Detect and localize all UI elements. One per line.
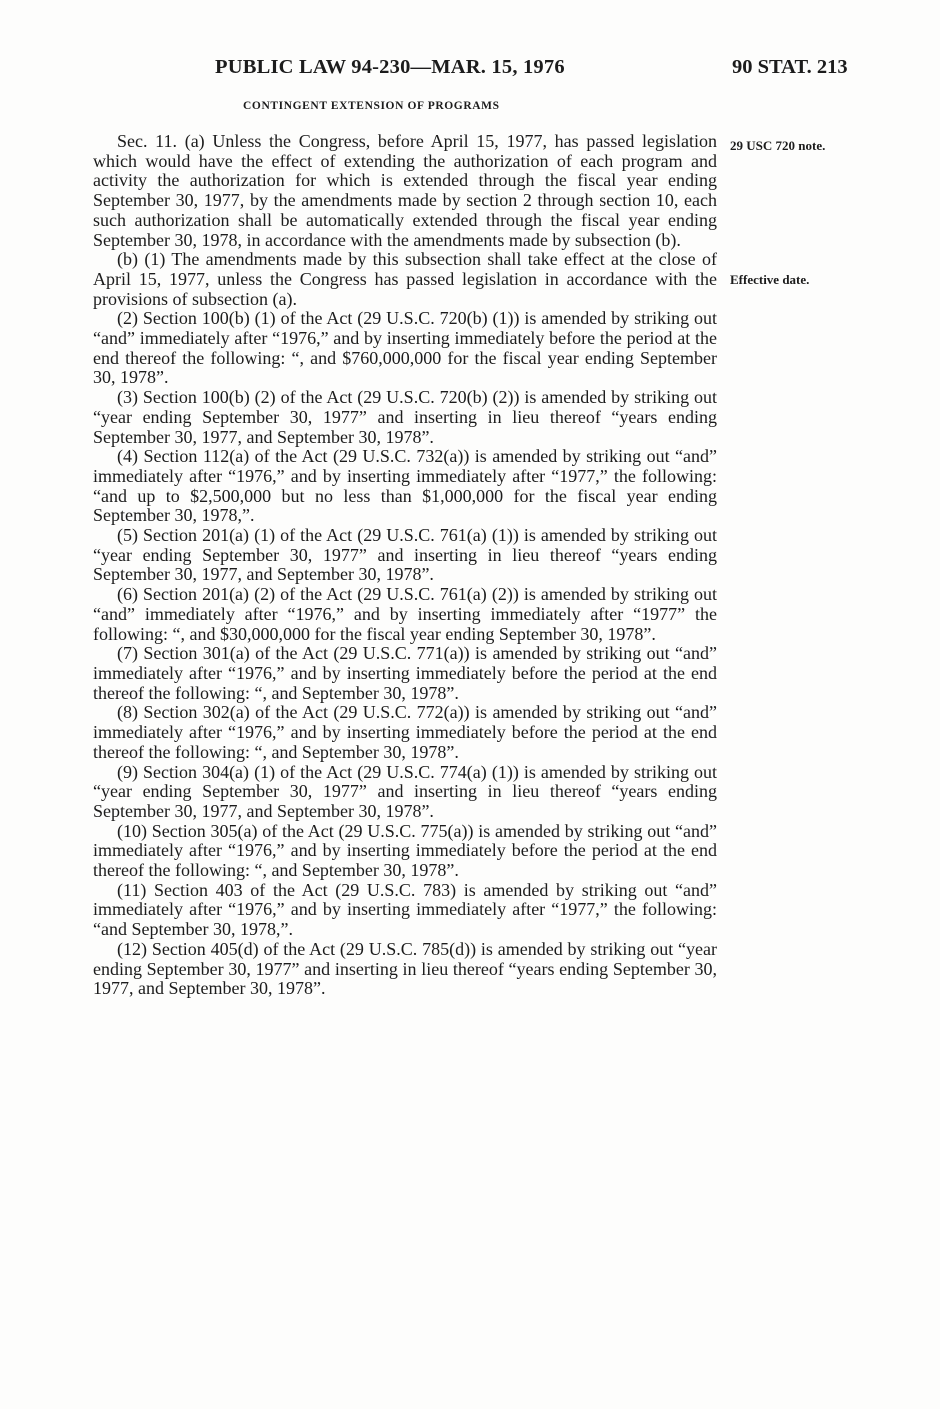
paragraph-b-4: (4) Section 112(a) of the Act (29 U.S.C. 732(a)) is amended by striking out “and” immediately after “1976,” and by inserting immediately after “1977,” the following: “and up to $2,500,000 but no less than $1,000,000 for the fiscal year ending September 30, 1978,”. [93, 446, 717, 526]
paragraph-b-2: (2) Section 100(b) (1) of the Act (29 U.S.C. 720(b) (1)) is amended by striking out “and” immediately after “1976,” and by inserting immediately before the period at the end thereof the following: “, and $760,000,000 for the fiscal year ending September 30, 1978”. [93, 308, 717, 388]
paragraph-b-8: (8) Section 302(a) of the Act (29 U.S.C. 772(a)) is amended by striking out “and” immediately after “1976,” and by inserting immediately before the period at the end thereof the following: “, and September 30, 1978”. [93, 702, 717, 762]
paragraph-b-7: (7) Section 301(a) of the Act (29 U.S.C. 771(a)) is amended by striking out “and” immediately after “1976,” and by inserting immediately before the period at the end thereof the following: “, and September 30, 1978”. [93, 643, 717, 703]
section-heading: CONTINGENT EXTENSION OF PROGRAMS [243, 100, 500, 112]
paragraph-b-12: (12) Section 405(d) of the Act (29 U.S.C. 785(d)) is amended by striking out “year ending September 30, 1977” and inserting in lieu thereof “years ending September 30, 1977, and September 30, 1978”. [93, 938, 717, 999]
running-head: PUBLIC LAW 94-230—MAR. 15, 1976 [215, 56, 565, 78]
paragraph-b-11: (11) Section 403 of the Act (29 U.S.C. 783) is amended by striking out “and” immediately after “1976,” and by inserting immediately after “1977,” the following: “and September 30, 1978,”. [93, 879, 717, 940]
paragraph-b-9: (9) Section 304(a) (1) of the Act (29 U.S.C. 774(a) (1)) is amended by striking out “year ending September 30, 1977” and inserting in lieu thereof “years ending September 30, 1977, and September 30, 1978”. [93, 761, 717, 821]
paragraph-b-3: (3) Section 100(b) (2) of the Act (29 U.S.C. 720(b) (2)) is amended by striking out “year ending September 30, 1977” and inserting in lieu thereof “years ending September 30, 1977, and September 30, 1978”. [93, 387, 717, 447]
marginal-note-effective-date: Effective date. [730, 272, 810, 287]
marginal-note-usc: 29 USC 720 note. [730, 138, 826, 153]
paragraph-b-6: (6) Section 201(a) (2) of the Act (29 U.S.C. 761(a) (2)) is amended by striking out “and” immediately after “1976,” and by inserting immediately after “1977” the following: “, and $30,000,000 for the fiscal year ending September 30, 1978”. [93, 584, 717, 644]
paragraph-b-1: (b) (1) The amendments made by this subsection shall take effect at the close of April 15, 1977, unless the Congress has passed legislation in accordance with the provisions of subsection (a). [93, 249, 717, 309]
statute-page-reference: 90 STAT. 213 [732, 56, 848, 78]
paragraph-b-10: (10) Section 305(a) of the Act (29 U.S.C. 775(a)) is amended by striking out “and” immediately after “1976,” and by inserting immediately before the period at the end thereof the following: “, and September 30, 1978”. [93, 820, 717, 881]
section-body [93, 132, 717, 999]
paragraph-sec-11-a: Sec. 11. (a) Unless the Congress, before April 15, 1977, has passed legislation which would have the effect of extending the authorization of each program and activity the authorization for which is extended through the fiscal year ending September 30, 1977, by the amendments made by section 2 through section 10, each such authorization shall be automatically extended through the fiscal year ending September 30, 1978, in accordance with the amendments made by subsection (b). [93, 131, 717, 250]
paragraph-b-5: (5) Section 201(a) (1) of the Act (29 U.S.C. 761(a) (1)) is amended by striking out “year ending September 30, 1977” and inserting in lieu thereof “years ending September 30, 1977, and September 30, 1978”. [93, 525, 717, 585]
